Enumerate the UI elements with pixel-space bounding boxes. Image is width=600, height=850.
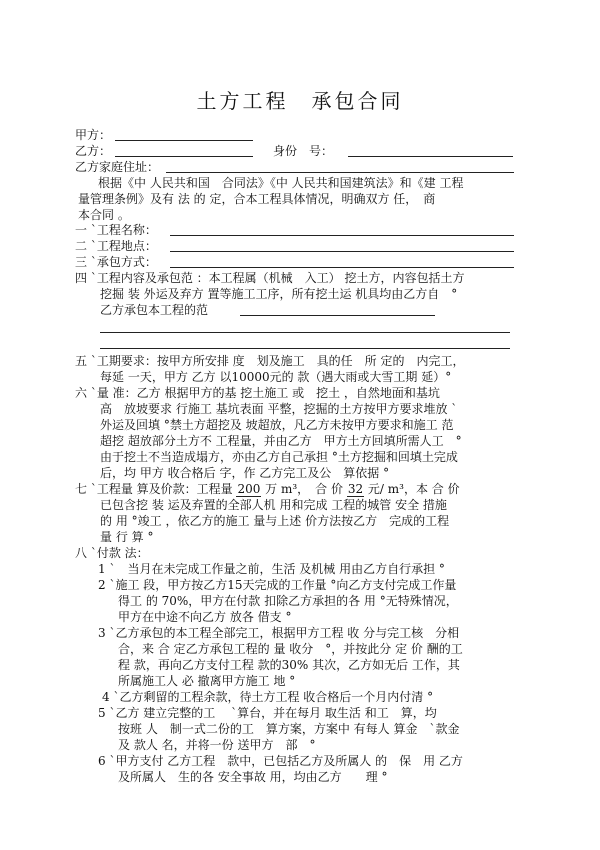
- payment-line: 程 款，再向乙方支付工程 款的30% 其次，乙方如无后 工作，其: [118, 658, 460, 672]
- scope-blank[interactable]: [100, 332, 510, 333]
- article-6-line: 外运及回填 °禁土方超挖及 坡超放，凡乙方未按甲方要求和施工 范: [100, 418, 454, 432]
- payment-line: 甲方在中途不向乙方 放各 借支 °: [118, 610, 292, 624]
- party-b-label: 乙方：: [75, 144, 112, 158]
- payment-line: 得工 的 70%，甲方在付款 扣除乙方承担的各 用 °无特殊情况，: [118, 594, 458, 608]
- article-6-line: 后，均 甲方 收合格后 字，作 乙方完工及公 算依据 °: [100, 466, 390, 480]
- article-2-label: 二 `工程地点：: [75, 239, 157, 253]
- article-7-line: 的 用 °竣工 ，依乙方的施工 量与上述 价方法按乙方 完成的工程: [100, 514, 450, 528]
- party-a-label: 甲方：: [75, 128, 112, 142]
- unit-price: 32: [347, 482, 364, 496]
- article-7-suffix: 元/ m³，本 合 价: [364, 482, 460, 496]
- article-3-label: 三 `承包方式：: [75, 255, 157, 269]
- payment-line: 5 `乙方 建立完整的工 `算台，并在每月 取生活 和工 算，均: [98, 706, 437, 720]
- article-7-line: 已包含挖 装 运及弃置的全部人机 用和完成 工程的城管 安全 措施: [100, 498, 447, 512]
- payment-line: 所属施工人 必 撤离甲方施工 地 °: [118, 674, 296, 688]
- intro-line: 本合同 。: [78, 208, 130, 222]
- article-7-line: 量 行 算 °: [100, 530, 154, 544]
- party-b-blank[interactable]: [115, 156, 253, 157]
- project-name-blank[interactable]: [170, 235, 514, 236]
- party-a-blank[interactable]: [115, 140, 253, 141]
- article-8-heading: 八 `付款 法：: [75, 546, 149, 560]
- payment-line: 及所属人 生的各 安全事故 用，均由乙方 理 °: [118, 770, 388, 784]
- id-number-blank[interactable]: [348, 156, 513, 157]
- payment-line: 按班 人 制一式二份的工 算方案，方案中 有每人 算金 `款金: [118, 722, 460, 736]
- scope-blank[interactable]: [240, 315, 435, 316]
- article-6-line: 高 放坡要求 行施工 基坑表面 平整，挖掘的土方按甲方要求堆放 `: [100, 402, 458, 416]
- article-4-line: 四 `工程内容及承包范 ：本工程属（机械 入工） 挖土方，内容包括土方: [75, 271, 465, 285]
- article-4-line: 乙方承包本工程的范: [100, 303, 209, 317]
- payment-line: 及 款人 名，并将一份 送甲方 部 °: [118, 738, 316, 752]
- article-6-line: 超挖 超放部分土方不 工程量，并由乙方 甲方土方回填所需人工 °: [100, 434, 462, 448]
- work-quantity: 200: [237, 482, 261, 496]
- article-5-line: 五 `工期要求：按甲方所安排 度 划及施工 具的任 所 定的 内完工，: [75, 354, 465, 368]
- payment-line: 3 `乙方承包的本工程全部完工，根据甲方工程 收 分与完工核 分相: [98, 626, 460, 640]
- payment-line: 4 `乙方剩留的工程余款，待土方工程 收合格后一个月内付清 °: [102, 690, 434, 704]
- payment-line: 6 `甲方支付 乙方工程 款中，已包括乙方及所属人 的 保 用 乙方: [98, 754, 463, 768]
- article-4-line: 挖掘 装 外运及弃方 置等施工工序，所有挖土运 机具均由乙方自 °: [100, 287, 458, 301]
- contract-title: 土方工程 承包合同: [196, 89, 404, 113]
- article-5-line: 每延 一天，甲方 乙方 以10000元的 款（遇大雨或大雪工期 延）°: [100, 370, 452, 384]
- project-location-blank[interactable]: [170, 251, 514, 252]
- article-7-line: [75, 481, 460, 497]
- id-number-label: 身份 号：: [273, 144, 334, 158]
- article-7-prefix: 七 `工程量 算及价款：工程量: [75, 482, 237, 496]
- payment-line: 1 ` 当月在未完成工作量之前，生活 及机械 用由乙方自行承担 °: [98, 562, 445, 576]
- article-1-label: 一 `工程名称：: [75, 223, 157, 237]
- article-6-line: 六 `量 准：乙方 根据甲方的基 挖土施工 或 挖土 ，自然地面和基坑: [75, 386, 440, 400]
- contract-method-blank[interactable]: [170, 267, 514, 268]
- intro-line: 量管理条例》及有 法 的 定，合本工程具体情况，明确双方 任， 商: [78, 192, 436, 206]
- payment-line: 2 `施工 段，甲方按乙方15天完成的工作量 °向乙方支付完成工作量: [98, 578, 457, 592]
- intro-line: 根据《中 人民共和国 合同法》《中 人民共和国建筑法》和《建 工程: [98, 176, 464, 190]
- article-6-line: 由于挖土不当造成塌方，亦由乙方自己承担 °土方挖掘和回填土完成: [100, 450, 458, 464]
- party-b-address-label: 乙方家庭住址：: [75, 160, 160, 174]
- party-b-address-blank[interactable]: [166, 172, 514, 173]
- payment-line: 合，来 合 定乙方承包工程的 量 收分 °，并按此分 定 价 酬的工: [118, 642, 463, 656]
- scope-blank[interactable]: [100, 348, 510, 349]
- article-7-mid: 万 m³， 合 价: [261, 482, 347, 496]
